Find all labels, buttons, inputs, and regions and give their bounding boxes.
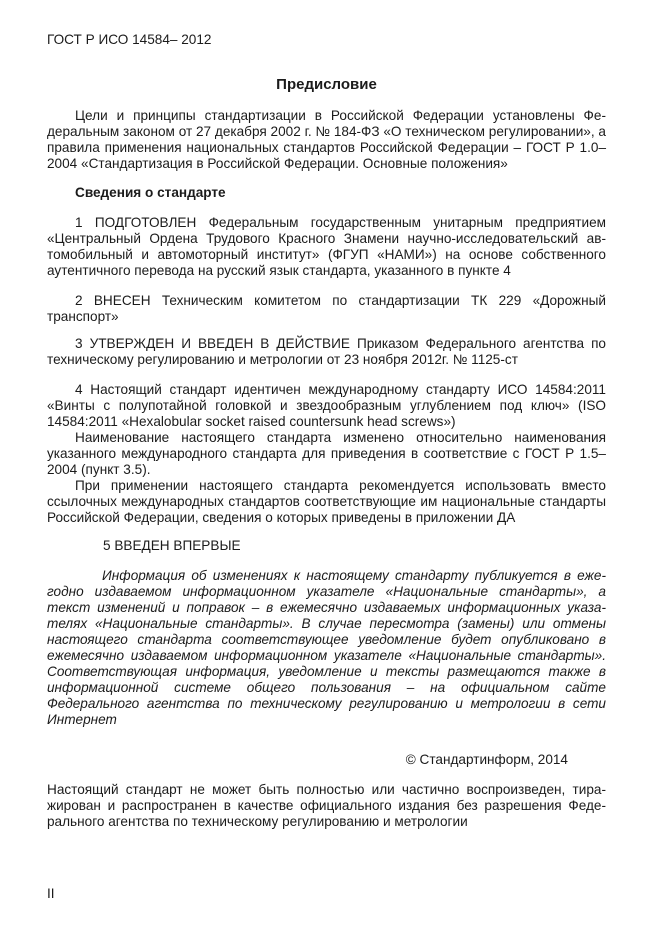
page-title: Предисловие: [276, 76, 377, 93]
item-4-identical: 4 Настоящий стандарт идентичен международному стандарту ИСО 14584:2011 «Винты с полупотайной головкой и звездообразным углублением под ключ» (ISO 14584:2011 «Hexalobular socket raised countersunk head screws»): [47, 382, 606, 429]
section-heading: Сведения о стандарте: [75, 185, 226, 200]
item-4-name-change-note: Наименование настоящего стандарта изменено относительно наименования указанного международного стандарта для приведения в соответствие с ГОСТ Р 1.5–2004 (пункт 3.5).: [47, 430, 606, 477]
page-number: II: [47, 886, 55, 901]
item-4-application-note: При применении настоящего стандарта рекомендуется использовать вместо ссылочных международных стандартов соответствующие им национальные стандарты Российской Федерации, сведения о которых приведены в приложении ДА: [47, 478, 606, 525]
amendments-info-note: Информация об изменениях к настоящему стандарту публикуется в ежегодно издаваемом информационном указателе «Национальные стандарты», а текст изменений и поправок – в ежемесячно издаваемых информационных указателях «Национальные стандарты». В случае пересмотра (замены) или отмены настоящего стандарта соответствующее уведомление будет опубликовано в ежемесячно издаваемом информационном указателе «Национальные стандарты». Соответствующая информация, уведомление и тексты размещаются также в информационной системе общего пользования – на официальном сайте Федерального агентства по техническому регулированию и метрологии в сети Интернет: [47, 568, 606, 727]
reproduction-restriction-paragraph: Настоящий стандарт не может быть полностью или частично воспроизведен, тиражирован и распространен в качестве официального издания без разрешения Федерального агентства по техническому регулированию и метрологии: [47, 782, 606, 829]
item-1-prepared: 1 ПОДГОТОВЛЕН Федеральным государственным унитарным предприятием «Центральный Ордена Трудового Красного Знамени научно-исследовательский автомобильный и автомоторный институт» (ФГУП «НАМИ») на основе собственного аутентичного перевода на русский язык стандарта, указанного в пункте 4: [47, 215, 606, 278]
item-3-approved: 3 УТВЕРЖДЕН И ВВЕДЕН В ДЕЙСТВИЕ Приказом Федерального агентства по техническому регулированию и метрологии от 23 ноября 2012г. № 1125-ст: [47, 336, 606, 367]
item-2-submitted: 2 ВНЕСЕН Техническим комитетом по стандартизации ТК 229 «Дорожный транспорт»: [47, 293, 606, 324]
item-5-first-edition: 5 ВВЕДЕН ВПЕРВЫЕ: [103, 538, 241, 553]
copyright-line: © Стандартинформ, 2014: [405, 752, 568, 767]
document-code: ГОСТ Р ИСО 14584– 2012: [47, 32, 212, 47]
intro-paragraph: Цели и принципы стандартизации в Российской Федерации установлены Федеральным законом от 27 декабря 2002 г. № 184-ФЗ «О техническом регулировании», а правила применения национальных стандартов Российской Федерации – ГОСТ Р 1.0–2004 «Стандартизация в Российской Федерации. Основные положения»: [47, 108, 606, 171]
